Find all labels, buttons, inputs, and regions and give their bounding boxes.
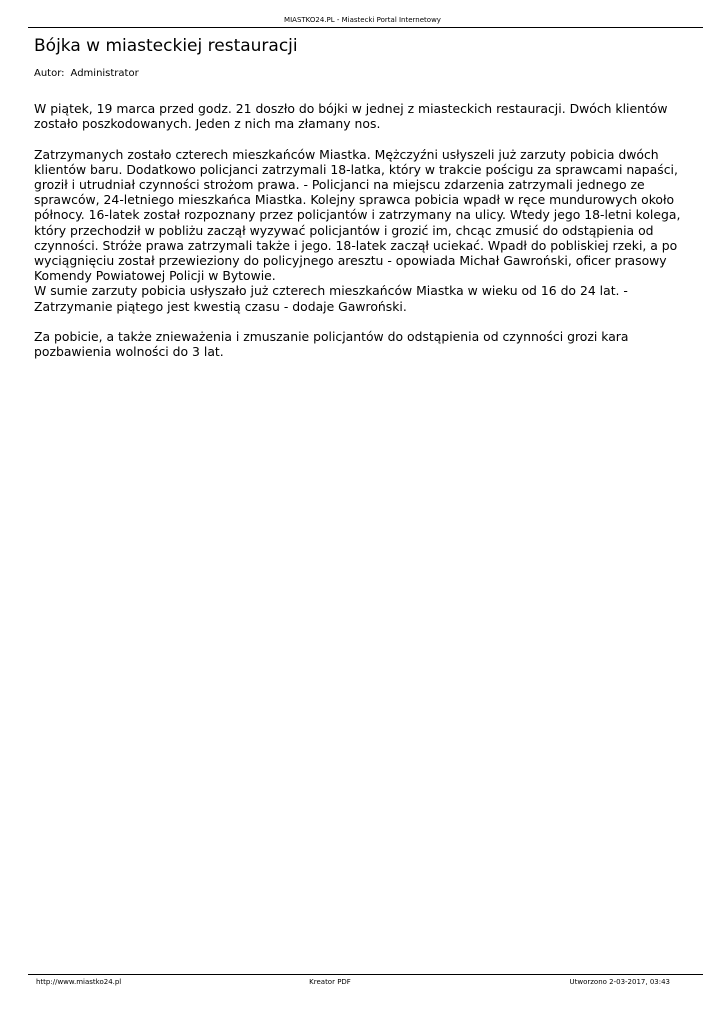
article-paragraph: Za pobicie, a także znieważenia i zmuszanie policjantów do odstąpienia od czynności grozi kara pozbawienia wolności do 3 lat.	[34, 329, 629, 360]
author-label: Autor:	[34, 68, 65, 79]
header-divider	[28, 27, 703, 28]
article-body	[34, 101, 704, 375]
article-title: Bójka w miasteckiej restauracji	[34, 36, 298, 56]
author-name: Administrator	[70, 68, 139, 79]
footer-generator: Kreator PDF	[309, 978, 351, 986]
footer-created-date: Utworzono 2-03-2017, 03:43	[569, 978, 670, 986]
article-author	[34, 67, 139, 80]
page-header-site-name: MIASTKO24.PL - Miastecki Portal Internetowy	[284, 16, 441, 24]
footer-divider	[28, 974, 703, 975]
article-paragraph: Zatrzymanych zostało czterech mieszkańców Miastka. Mężczyźni usłyszeli już zarzuty pobicia dwóch klientów baru. Dodatkowo policjanci zatrzymali 18-latka, który w trakcie pościgu za sprawcami napaści, groził i utrudniał czynności strożom prawa. - Policjanci na miejscu zdarzenia zatrzymali jednego ze sprawców, 24-letniego mieszkańca Miastka. Kolejny sprawca pobicia wpadł w ręce mundurowych około północy. 16-latek został rozpoznany przez policjantów i zatrzymany na ulicy. Wtedy jego 18-letni kolega, który przechodził w pobliżu zaczął wyzywać policjantów i grozić im, chcąc zmusić do odstąpienia od czynności. Stróże prawa zatrzymali także i jego. 18-latek zaczął uciekać. Wpadł do pobliskiej rzeki, a po wyciągnięciu został przewieziony do policyjnego aresztu - opowiada Michał Gawroński, oficer prasowy Komendy Powiatowej Policji w Bytowie.	[34, 146, 681, 284]
footer-url-link[interactable]: http://www.miastko24.pl	[36, 978, 122, 986]
article-paragraph: W piątek, 19 marca przed godz. 21 doszło do bójki w jednej z miasteckich restauracji. Dwóch klientów zostało poszkodowanych. Jeden z nich ma złamany nos.	[34, 101, 668, 132]
article-paragraph: W sumie zarzuty pobicia usłyszało już czterech mieszkańców Miastka w wieku od 16 do 24 lat. - Zatrzymanie piątego jest kwestią czasu - dodaje Gawroński.	[34, 283, 628, 314]
